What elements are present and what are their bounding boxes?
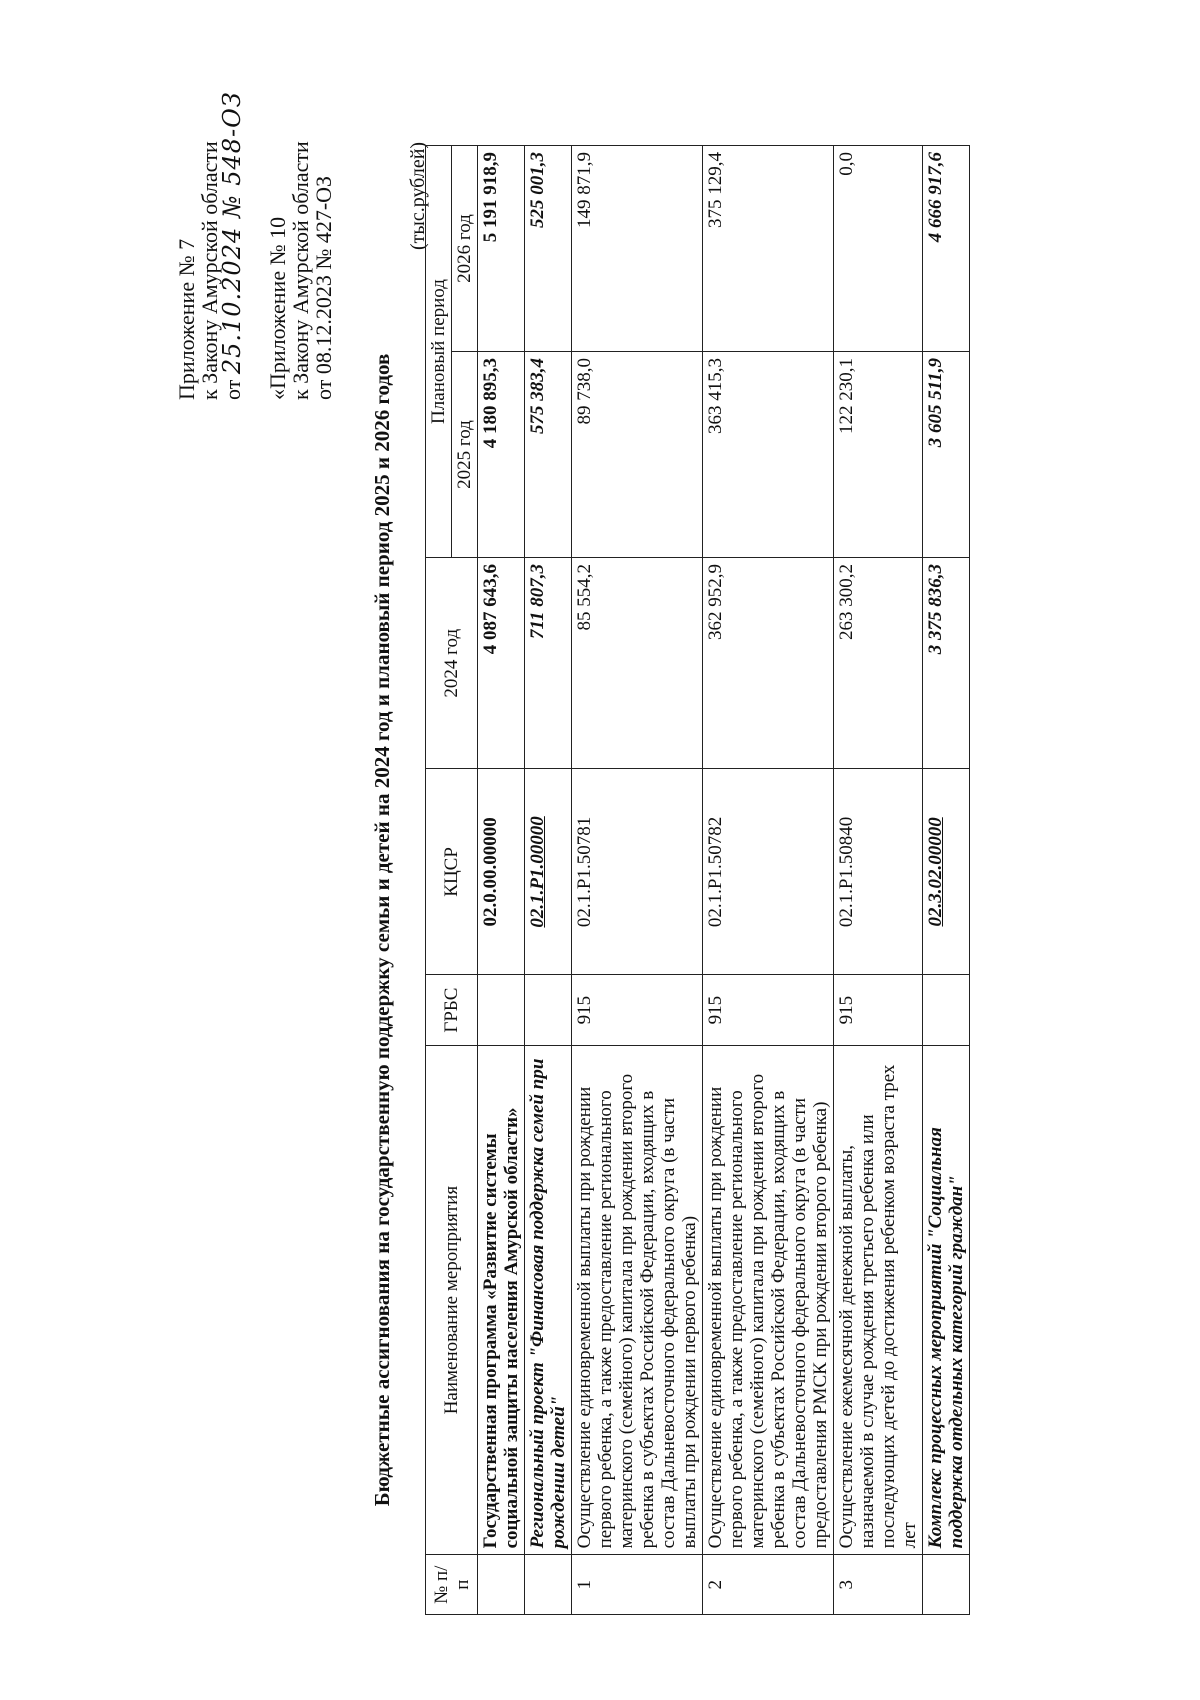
budget-table [425,145,970,1615]
row-grbs [478,975,525,1045]
row-2025: 3 605 511,9 [923,352,970,558]
table-row-process-complex [923,146,970,1615]
row-2024: 711 807,3 [525,558,572,769]
row-2025: 122 230,1 [834,352,923,558]
table-row [703,146,834,1615]
row-kcsr: 02.1.P1.00000 [525,769,572,975]
row-grbs: 915 [572,975,703,1045]
header-grbs: ГРБС [426,975,478,1045]
header-2024: 2024 год [426,558,478,769]
previous-appendix-date: от 08.12.2023 № 427-ОЗ [311,175,336,400]
row-grbs [923,975,970,1045]
row-2025: 575 383,4 [525,352,572,558]
row-no [478,1555,525,1615]
row-no: 2 [703,1555,834,1615]
row-2024: 362 952,9 [703,558,834,769]
row-name: Осуществление единовременной выплаты при рождении первого ребенка, а также предоставление регионального материнского (семейного) капитала при рождении второго ребенка в субъектах Российской Федерации, входящих в состав Дальневосточного федерального округа (в части выплаты при рождении первого ребенка) [572,1045,703,1555]
row-kcsr: 02.1.P1.50782 [703,769,834,975]
row-kcsr: 02.0.00.00000 [478,769,525,975]
appendix-number: Приложение № 7 [174,238,199,400]
row-grbs [525,975,572,1045]
from-prefix: от [220,379,245,400]
appendix-date-line [218,91,246,400]
row-name: Комплекс процессных мероприятий "Социальная поддержка отдельных категорий граждан" [923,1045,970,1555]
row-2025: 4 180 895,3 [478,352,525,558]
row-kcsr: 02.3.02.00000 [923,769,970,975]
appendix-law: к Закону Амурской области [197,141,222,400]
row-no: 1 [572,1555,703,1615]
row-no [525,1555,572,1615]
table-row [834,146,923,1615]
row-2025: 89 738,0 [572,352,703,558]
table-row-program [478,146,525,1615]
row-grbs: 915 [834,975,923,1045]
row-2026: 5 191 918,9 [478,146,525,352]
header-plan-period: Плановый период [426,146,452,558]
row-name: Осуществление ежемесячной денежной выплаты, назначаемой в случае рождения третьего ребенка или последующих детей до достижения ребенком возраста трех лет [834,1045,923,1555]
row-2024: 85 554,2 [572,558,703,769]
handwritten-date-number: 25.10.2024 № 548-ОЗ [218,91,246,375]
row-2025: 363 415,3 [703,352,834,558]
header-name: Наименование мероприятия [426,1045,478,1555]
row-2024: 4 087 643,6 [478,558,525,769]
header-2025: 2025 год [452,352,478,558]
row-kcsr: 02.1.P1.50840 [834,769,923,975]
row-no: 3 [834,1555,923,1615]
previous-appendix-number: «Приложение № 10 [265,216,290,400]
header-2026: 2026 год [452,146,478,352]
row-2024: 263 300,2 [834,558,923,769]
row-2026: 375 129,4 [703,146,834,352]
row-2026: 0,0 [834,146,923,352]
document-title: Бюджетные ассигнования на государственную поддержку семьи и детей на 2024 год и плановый период 2025 и 2026 годов [370,353,394,1507]
row-no [923,1555,970,1615]
header-no: № п/п [426,1555,478,1615]
row-kcsr: 02.1.P1.50781 [572,769,703,975]
row-2026: 4 666 917,6 [923,146,970,352]
previous-appendix-law: к Закону Амурской области [288,141,313,400]
row-name: Государственная программа «Развитие системы социальной защиты населения Амурской области» [478,1045,525,1555]
row-name: Осуществление единовременной выплаты при рождении первого ребенка, а также предоставление регионального материнского (семейного) капитала при рождении второго ребенка в субъектах Российской Федерации, входящих в состав Дальневосточного федерального округа (в части предоставления РМСК при рождении второго ребенка) [703,1045,834,1555]
row-2026: 149 871,9 [572,146,703,352]
header-kcsr: КЦСР [426,769,478,975]
table-row-regional-project [525,146,572,1615]
table-row [572,146,703,1615]
row-grbs: 915 [703,975,834,1045]
row-name: Региональный проект "Финансовая поддержка семей при рождении детей" [525,1045,572,1555]
row-2024: 3 375 836,3 [923,558,970,769]
row-2026: 525 001,3 [525,146,572,352]
appendix-header [175,91,335,400]
units-label: (тыс.рублей) [407,141,429,250]
